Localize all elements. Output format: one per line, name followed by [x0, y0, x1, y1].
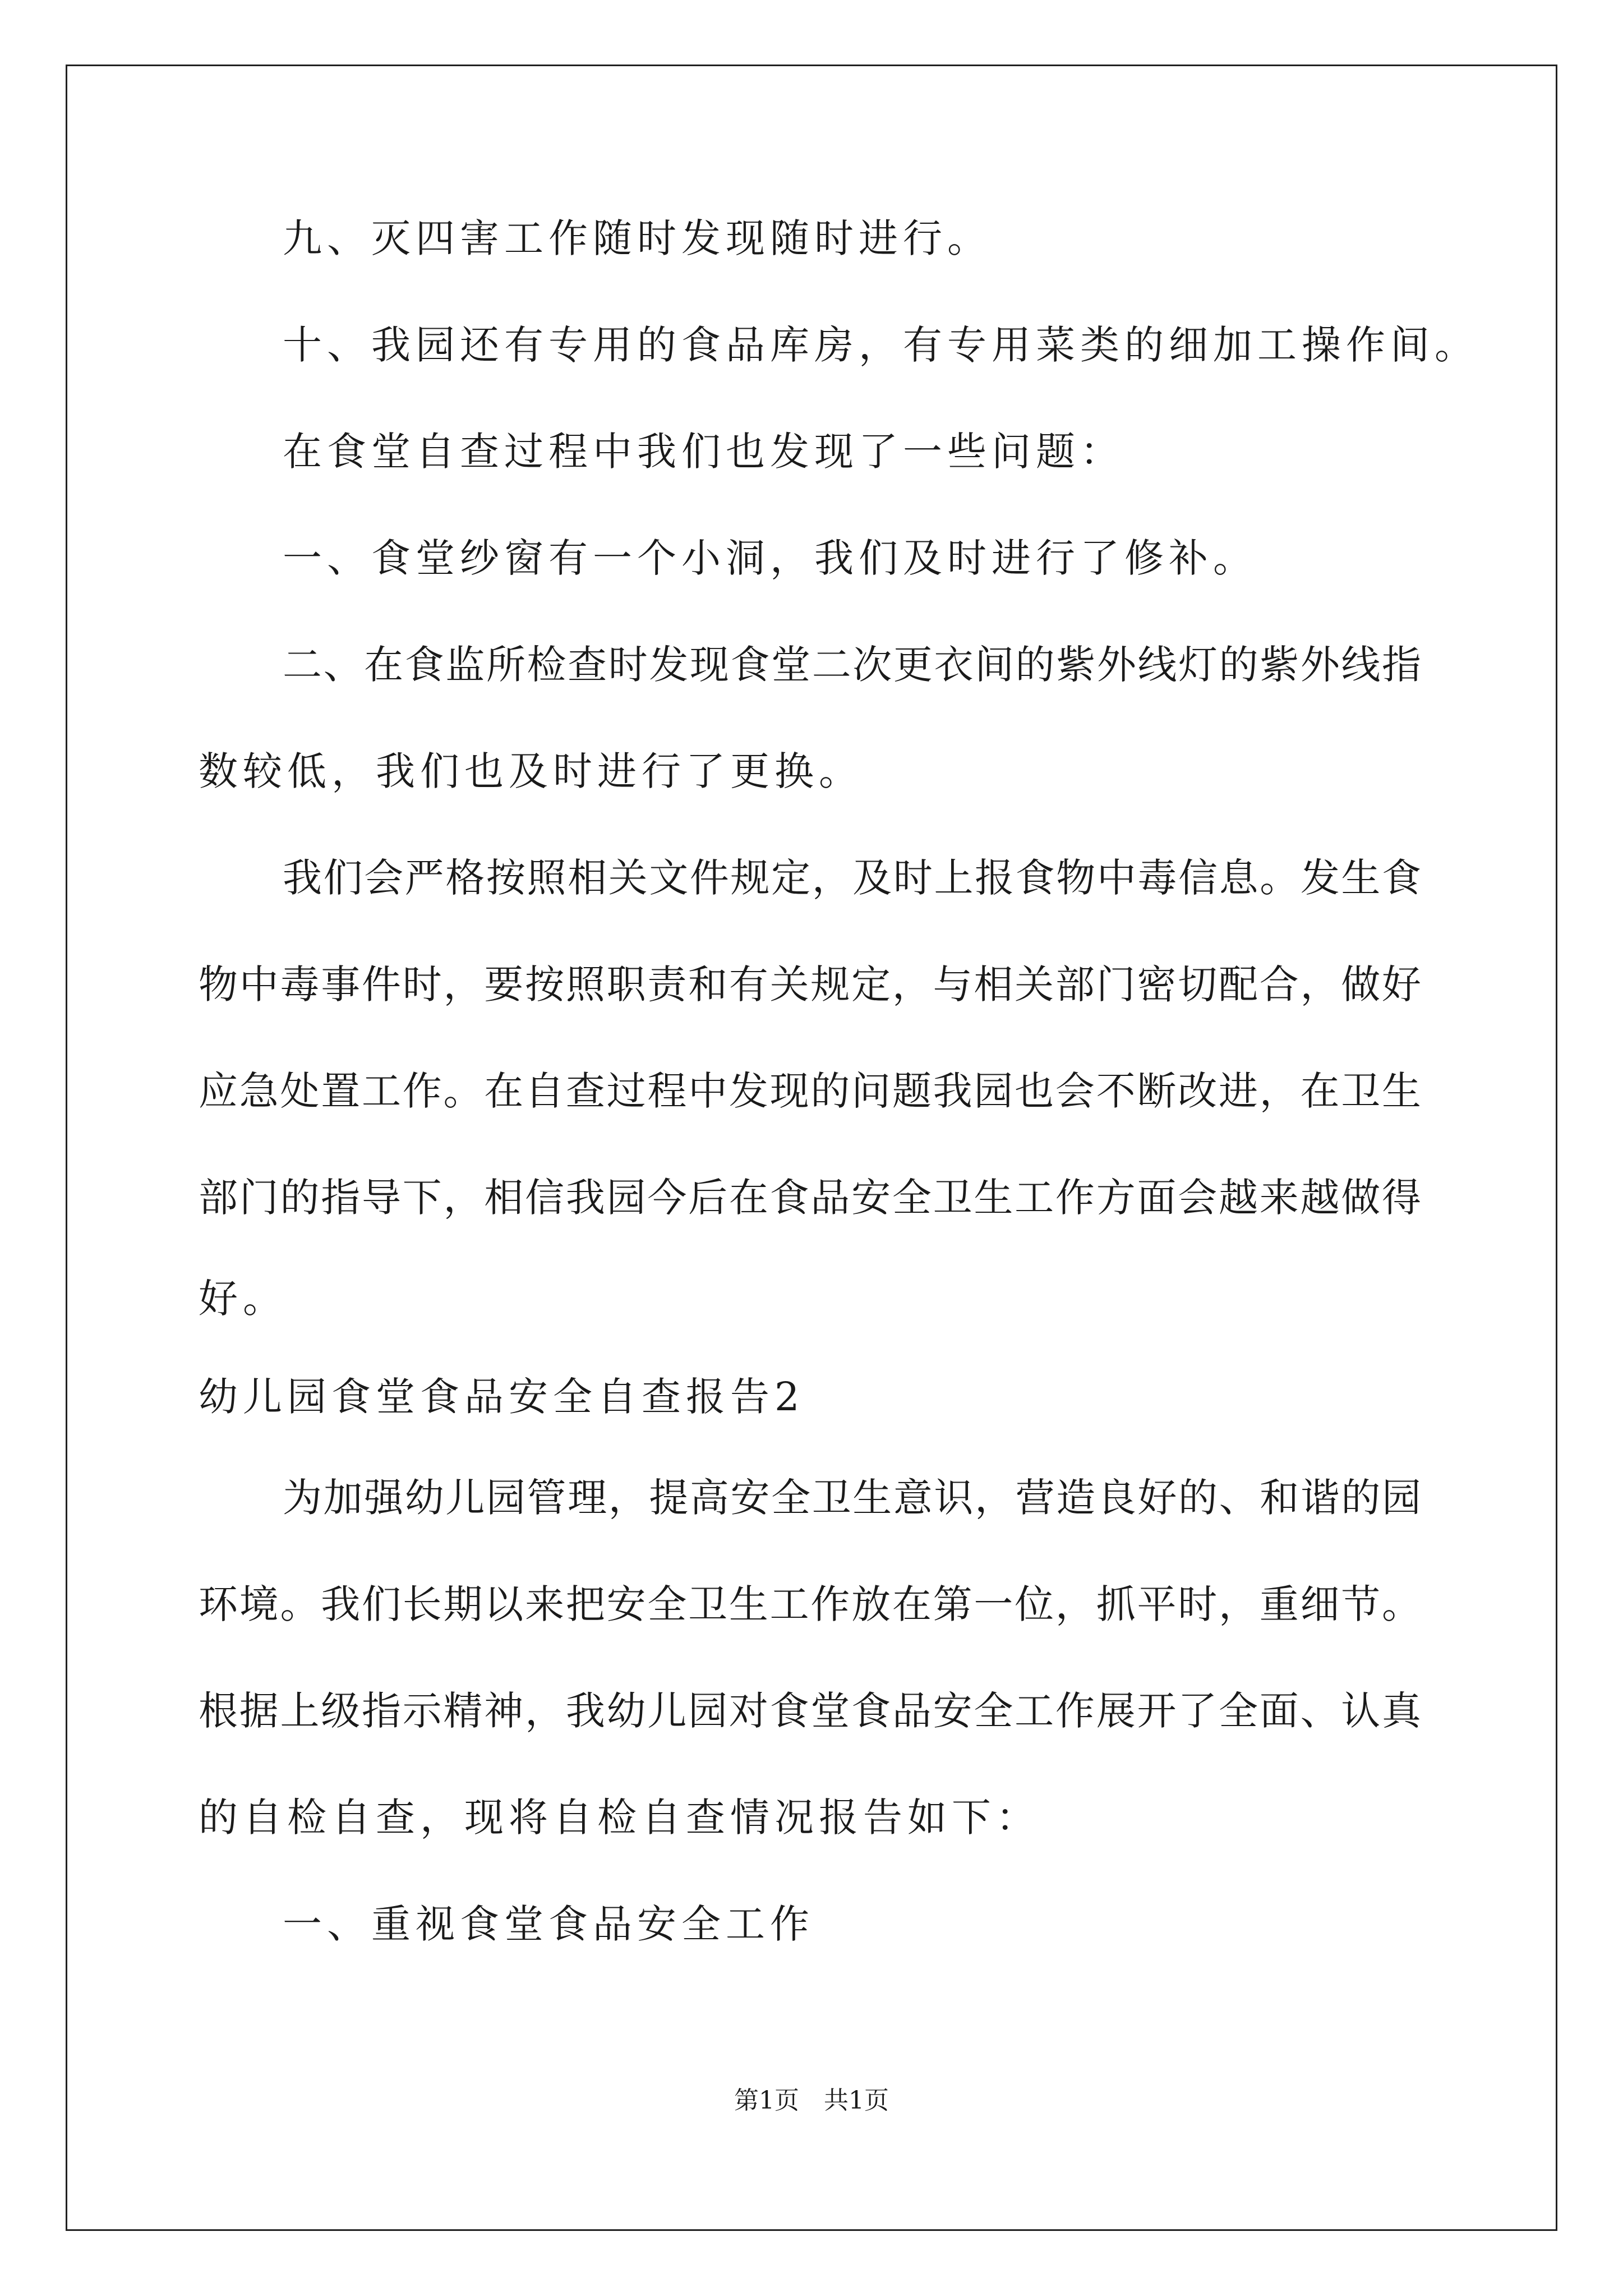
paragraph-conclusion-line-3: 应急处置工作。在自查过程中发现的问题我园也会不断改进，在卫生 — [199, 1068, 1421, 1114]
paragraph-conclusion-line-4: 部门的指导下，相信我园今后在食品安全卫生工作方面会越来越做得 — [199, 1175, 1421, 1221]
paragraph-issue-2-line-1: 二、在食监所检查时发现食堂二次更衣间的紫外线灯的紫外线指 — [283, 642, 1421, 688]
paragraph-item-9: 九、灭四害工作随时发现随时进行。 — [283, 215, 992, 261]
paragraph-intro-line-1: 为加强幼儿园管理，提高安全卫生意识，营造良好的、和谐的园 — [283, 1475, 1421, 1521]
paragraph-intro-line-2: 环境。我们长期以来把安全卫生工作放在第一位，抓平时，重细节。 — [199, 1581, 1421, 1627]
paragraph-issue-1: 一、食堂纱窗有一个小洞，我们及时进行了修补。 — [283, 535, 1257, 581]
paragraph-intro-line-3: 根据上级指示精神，我幼儿园对食堂食品安全工作展开了全面、认真 — [199, 1688, 1421, 1734]
section-heading: 幼儿园食堂食品安全自查报告2 — [199, 1374, 805, 1420]
paragraph-conclusion-line-2: 物中毒事件时，要按照职责和有关规定，与相关部门密切配合，做好 — [199, 961, 1421, 1007]
paragraph-issues-intro: 在食堂自查过程中我们也发现了一些问题： — [283, 429, 1124, 475]
paragraph-conclusion-line-1: 我们会严格按照相关文件规定，及时上报食物中毒信息。发生食 — [283, 855, 1421, 901]
page-number-footer: 第1页 共1页 — [734, 2086, 889, 2115]
paragraph-conclusion-line-5: 好。 — [199, 1276, 287, 1322]
subsection-heading-1: 一、重视食堂食品安全工作 — [283, 1901, 814, 1947]
paragraph-issue-2-line-2: 数较低，我们也及时进行了更换。 — [199, 748, 863, 794]
paragraph-intro-line-4: 的自检自查，现将自检自查情况报告如下： — [199, 1795, 1040, 1841]
paragraph-item-10: 十、我园还有专用的食品库房，有专用菜类的细加工操作间。 — [283, 322, 1479, 368]
